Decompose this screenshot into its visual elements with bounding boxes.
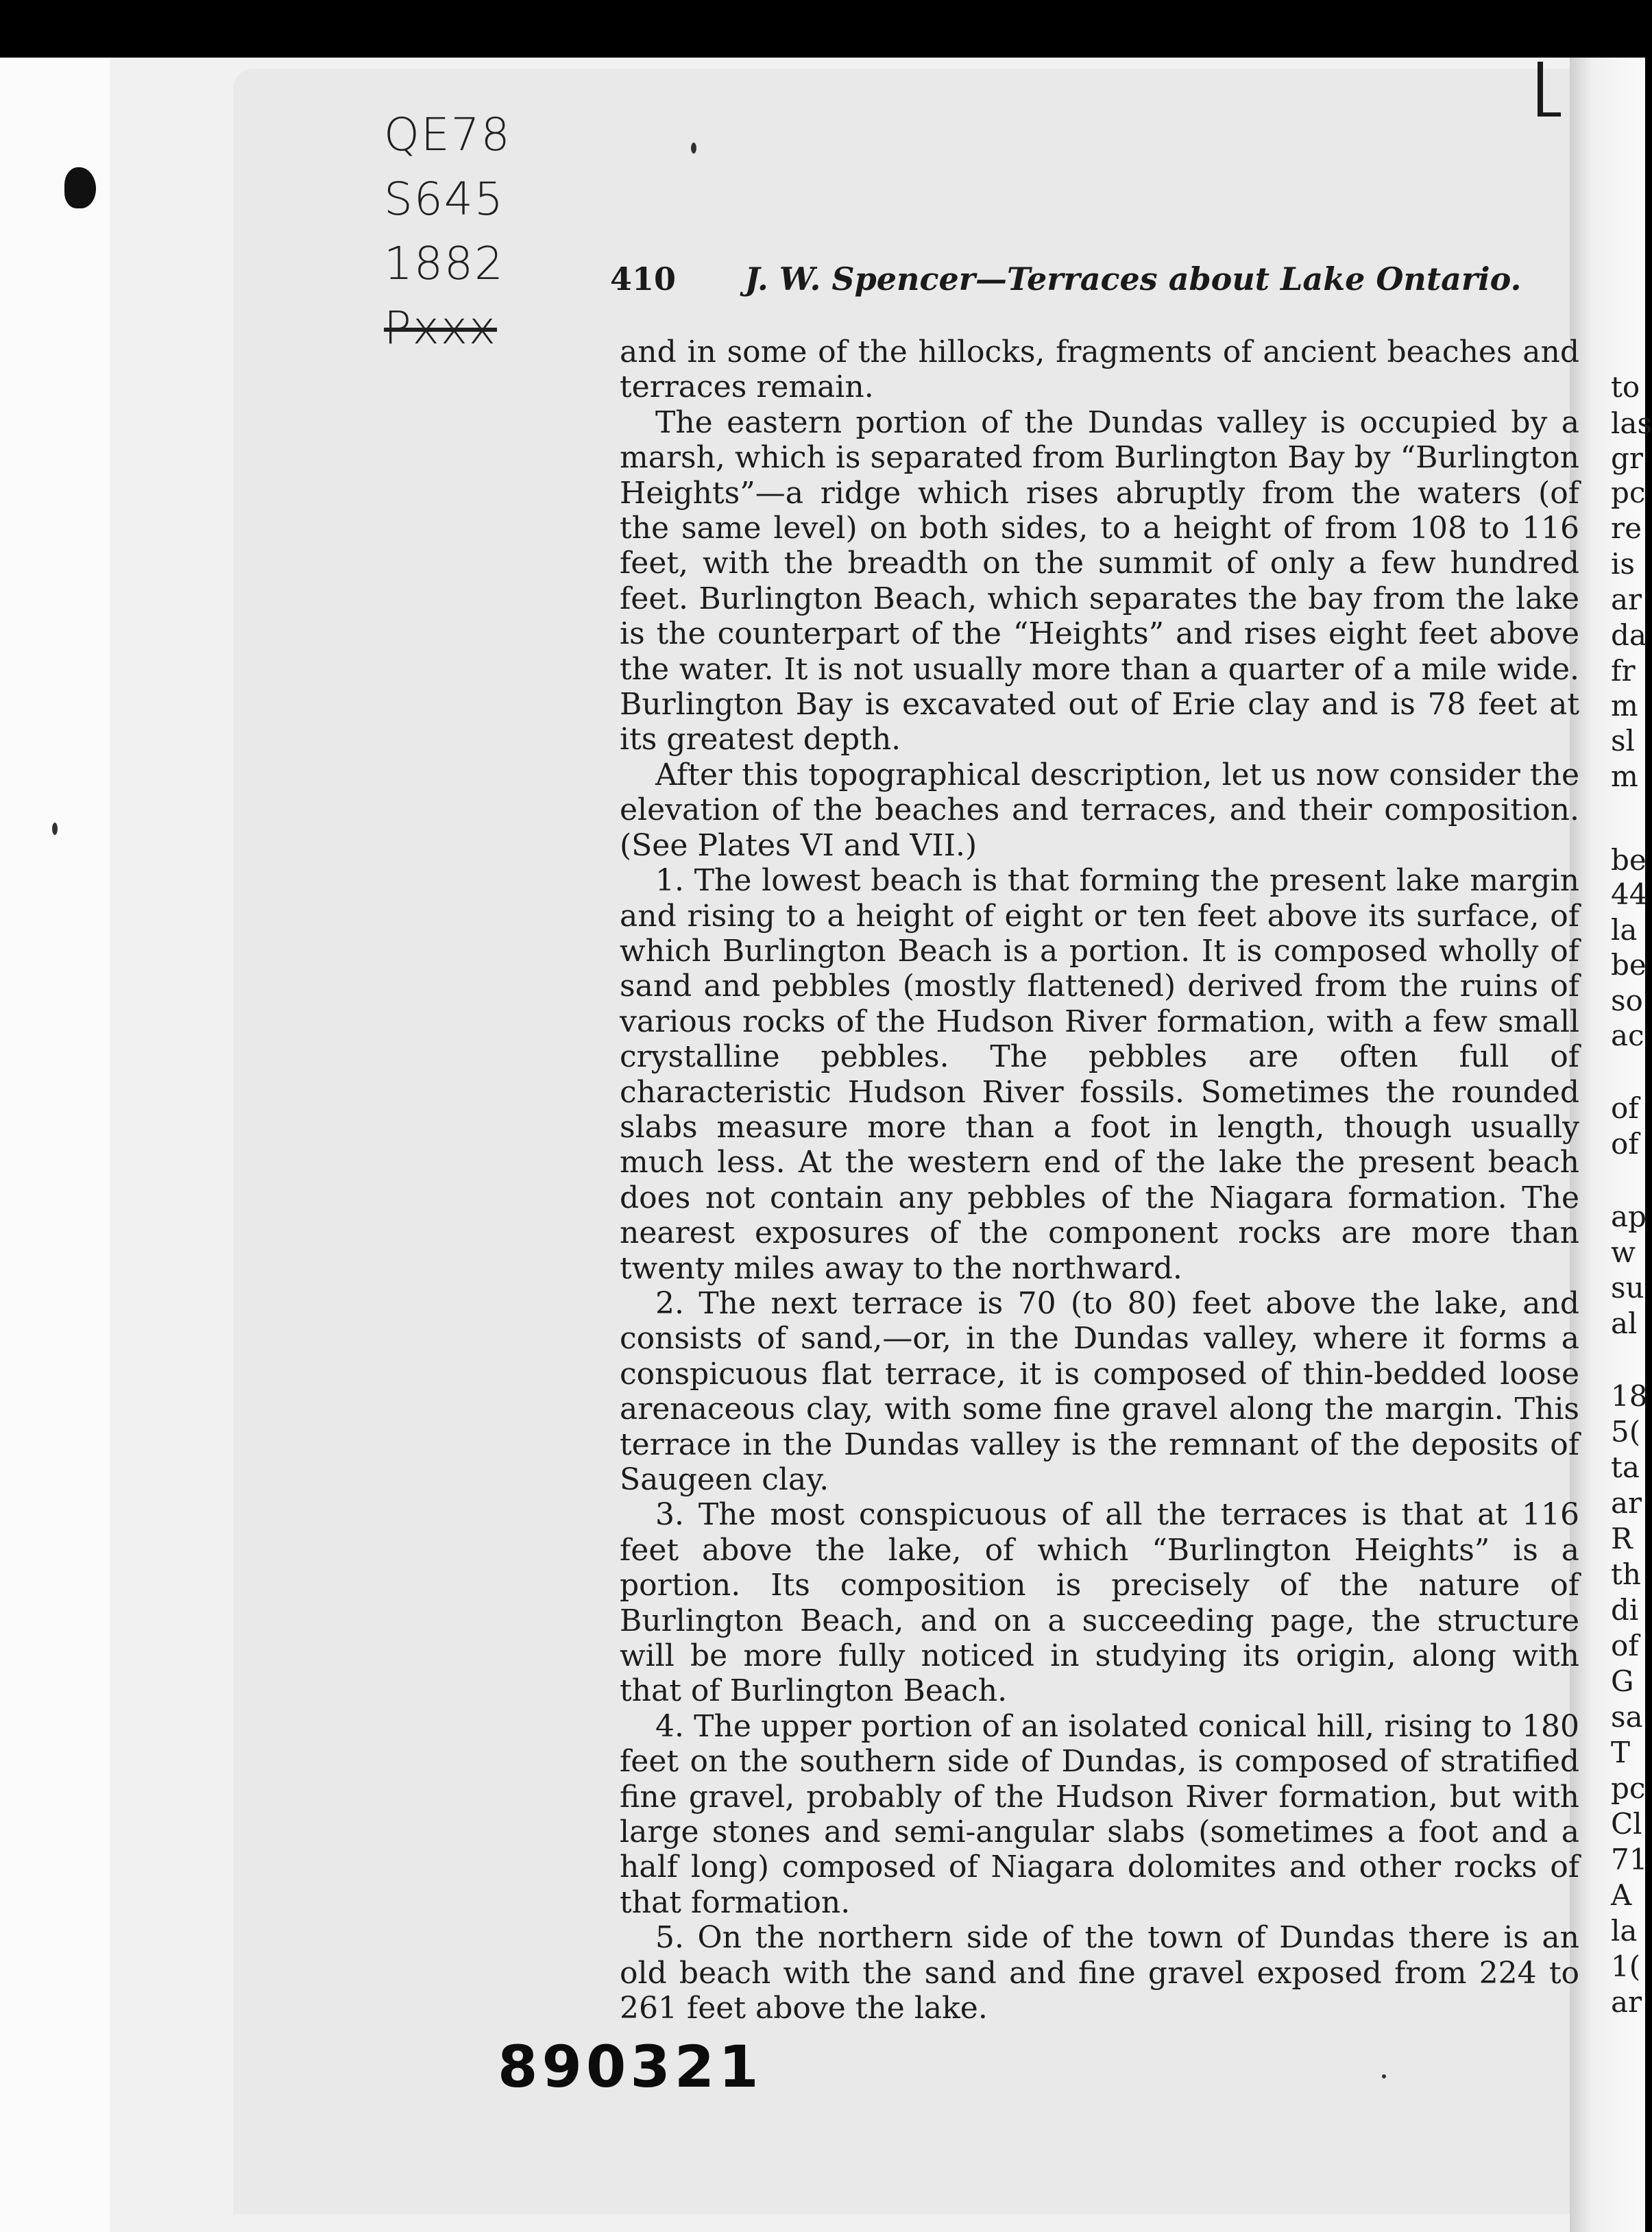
facing-page-fragment: of (1611, 1091, 1639, 1125)
facing-page-fragment: ar (1611, 1486, 1642, 1520)
facing-page-fragment: sl (1611, 724, 1635, 757)
facing-page-fragment: fr (1611, 654, 1636, 688)
paragraph-dundas-valley: The eastern portion of the Dundas valley is occupied by a marsh, which is separated from Burlington Bay by “Burlington Heights”—a ridge which rises abruptly from the waters (of the same level) on both sides, to a height of from 108 to 116 feet, with the breadth on the summit of only a few hundred feet. Burlington Beach, which separates the bay from the lake is the counterpart of the “Heights” and rises eight feet above the water. It is not usually more than a quarter of a mile wide. Burlington Bay is excavated out of Erie clay and is 78 feet at its greatest depth. (620, 404, 1579, 757)
facing-page-fragment: ap (1611, 1200, 1647, 1233)
paragraph-item-3: 3. The most conspicuous of all the terraces is that at 116 feet above the lake, of which “Burlington Heights” is a portion. Its composition is precisely of the nature of Burlington Beach, and on a succeeding page, the structure will be more fully noticed in studying its origin, along with that of Burlington Beach. (620, 1497, 1579, 1709)
paragraph-item-2: 2. The next terrace is 70 (to 80) feet above the lake, and consists of sand,—or, in the Dundas valley, where it forms a conspicuous flat terrace, it is composed of thin-bedded loose arenaceous clay, with some fine gravel along the margin. This terrace in the Dundas valley is the remnant of the deposits of Saugeen clay. (620, 1285, 1579, 1497)
facing-page-fragment: la (1611, 913, 1638, 947)
speck-mark (52, 823, 58, 835)
paragraph-item-4: 4. The upper portion of an isolated conical hill, rising to 180 feet on the southern side of Dundas, is composed of stratified fine gravel, probably of the Hudson River formation, but with large stones and semi-angular slabs (sometimes a foot and a half long) composed of Niagara dolomites and other rocks of that formation. (620, 1708, 1579, 1920)
facing-page-fragment: m (1611, 689, 1638, 723)
paragraph-continuation: and in some of the hillocks, fragments of ancient beaches and terraces remain. (620, 335, 1579, 405)
corner-bracket-mark (1538, 62, 1543, 117)
facing-page-fragment: ta (1611, 1451, 1640, 1484)
running-header (610, 260, 1522, 298)
handwritten-catalog-annotation (384, 103, 603, 361)
facing-page-fragment: gr (1611, 441, 1643, 475)
facing-page-fragment: re (1611, 511, 1642, 545)
facing-page-fragment: 18 (1611, 1379, 1648, 1413)
facing-page-fragment: so (1611, 984, 1643, 1017)
catalog-line-2: S645 (384, 173, 505, 226)
facing-page-fragment: 5( (1611, 1415, 1641, 1448)
paragraph-item-1: 1. The lowest beach is that forming the present lake margin and rising to a height of eight or ten feet above its surface, of which Burlington Beach is a portion. It is composed wholly of sand and pebbles (mostly flattened) derived from the ruins of various rocks of the Hudson River formation, with a few small crystalline pebbles. The pebbles are often full of characteristic Hudson River fossils. Sometimes the rounded slabs measure more than a foot in length, though usually much less. At the western end of the lake the present beach does not contain any pebbles of the Niagara formation. The nearest exposures of the component rocks are more than twenty miles away to the northward. (620, 863, 1579, 1286)
speck-mark (691, 143, 696, 154)
ink-blot-mark (64, 167, 96, 208)
facing-page-fragment: sa (1611, 1700, 1643, 1734)
facing-page-fragment: 44 (1611, 877, 1648, 911)
facing-page-fragment: la (1611, 1914, 1638, 1948)
facing-page-fragment: di (1611, 1593, 1639, 1627)
facing-page-fragment: T (1611, 1736, 1631, 1769)
catalog-line-4: Pxxx (384, 302, 497, 354)
page-number: 410 (610, 260, 677, 298)
facing-page-fragment: 71 (1611, 1843, 1648, 1876)
facing-page-fragment: 1( (1611, 1950, 1641, 1983)
speck-mark (1382, 2074, 1386, 2078)
facing-page-fragment: G (1611, 1664, 1634, 1698)
paragraph-item-5: 5. On the northern side of the town of Dundas there is an old beach with the sand and fine gravel exposed from 224 to 261 feet above the lake. (620, 1920, 1579, 2026)
facing-page-fragment: da (1611, 618, 1647, 652)
facing-page-fragment: su (1611, 1271, 1644, 1305)
facing-page-fragment: las (1611, 407, 1652, 440)
facing-page-fragment: be (1611, 843, 1647, 877)
facing-page-fragment: m (1611, 760, 1638, 793)
facing-page-fragment: of (1611, 1629, 1639, 1662)
catalog-line-3: 1882 (384, 237, 505, 290)
facing-page-fragment: be (1611, 948, 1647, 982)
facing-page-fragment: al (1611, 1307, 1638, 1340)
body-text (620, 335, 1579, 2026)
paragraph-topographical-intro: After this topographical description, let us now consider the elevation of the beaches and terraces, and their composition. (See Plates VI and VII.) (620, 757, 1579, 863)
running-title: J. W. Spencer—Terraces about Lake Ontario. (744, 260, 1522, 298)
facing-page-fragment: ar (1611, 1985, 1642, 2019)
facing-page-fragment: th (1611, 1557, 1641, 1591)
facing-page-fragment: A (1611, 1878, 1632, 1912)
facing-page-fragment: ac (1611, 1019, 1644, 1052)
left-scan-margin (0, 58, 110, 2232)
facing-page-fragment: Cl (1611, 1807, 1642, 1841)
facing-page-fragment: pc (1611, 476, 1646, 509)
facing-page-fragment: ar (1611, 583, 1642, 616)
facing-page-fragment: R (1611, 1522, 1633, 1555)
facing-page-fragment: of (1611, 1127, 1639, 1161)
accession-stamp: 890321 (498, 2033, 763, 2100)
facing-page-fragment: to (1611, 370, 1640, 404)
facing-page-fragment: w (1611, 1235, 1636, 1269)
catalog-line-1: QE78 (384, 108, 511, 161)
facing-page-fragment: pc (1611, 1771, 1646, 1805)
facing-page-fragment: is (1611, 547, 1635, 581)
